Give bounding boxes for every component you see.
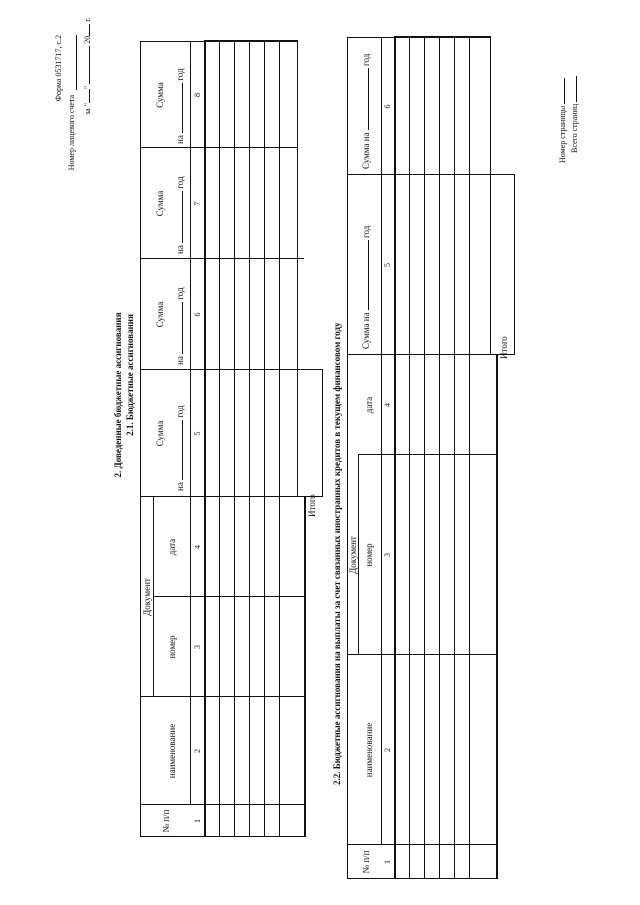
date-year-prefix: 20: [83, 35, 92, 44]
account-number-line: [76, 35, 77, 90]
t2-col-document: Документ: [348, 536, 358, 574]
t2-idx-2: 2: [383, 748, 392, 752]
date-month-blank: [81, 46, 90, 84]
t1-idx-6: 6: [193, 312, 202, 317]
t2-idx-6: 6: [383, 104, 392, 109]
t2-sum-col-5: Сумма на год: [361, 225, 371, 349]
t1-col-name: наименование: [167, 723, 177, 779]
t1-idx-1: 1: [193, 819, 202, 823]
date-year-blank: [81, 24, 90, 36]
total-pages: [568, 76, 579, 153]
t2-total-label: Итого: [499, 336, 509, 359]
date-year-suffix: г.: [83, 17, 92, 22]
date-day-blank: [81, 89, 90, 103]
t1-idx-5: 5: [193, 431, 202, 436]
t1-col-num: № п/п: [161, 809, 171, 833]
t1-idx-2: 2: [193, 749, 202, 753]
date-quote: ": [83, 85, 92, 90]
form-code: Форма 0531717, с.2: [54, 35, 63, 102]
page-number-label: Номер страницы: [558, 105, 567, 163]
t1-idx-4: 4: [193, 545, 202, 549]
total-pages-label: Всего страниц: [570, 103, 579, 153]
t1-idx-7: 7: [193, 201, 202, 206]
t1-col-date: дата: [167, 538, 177, 556]
t2-sum-col-6: Сумма на год: [361, 53, 371, 169]
table1-subtitle: 2.1. Бюджетные ассигнования: [125, 314, 135, 436]
form-page-rotated: Форма 0531717, с.2 Номер лицевого счета за "" 20 г. 2. Доведенные бюджетные ассигнования 2.1. Бюджетные ассигнования № п/п Документ наименование номер дата Сумма на год Сумма на год Сумма на год Сумма на год 1 2 3 4 5 6 7 8 Итого 2.2. Бюджетные ассигнования на выплаты за счет связанных иностранных кредитов в текущем финансовом году № п/п Документ наименование номер дата Сумма на год Сумма на год 1 2 3 4 5 6 Итого Номер страницы Всего страниц: [0, 0, 640, 905]
t2-idx-5: 5: [383, 263, 392, 267]
date-line: [81, 17, 92, 115]
t2-col-number: номер: [364, 543, 374, 567]
t1-col-document: Документ: [142, 578, 152, 616]
t2-col-num: № п/п: [361, 850, 371, 874]
page-number: [556, 78, 567, 163]
t1-idx-3: 3: [193, 645, 202, 649]
table2-subtitle: 2.2. Бюджетные ассигнования на выплаты за счет связанных иностранных кредитов в текущем финансовом году: [332, 322, 342, 785]
account-number-label: Номер лицевого счета: [67, 95, 76, 171]
t1-col-number: номер: [167, 635, 177, 659]
t2-idx-1: 1: [383, 860, 392, 864]
t2-col-name: наименование: [364, 722, 374, 778]
t2-idx-3: 3: [383, 553, 392, 557]
t2-col-date: дата: [364, 396, 374, 414]
date-za: за ": [83, 103, 92, 115]
section-title: 2. Доведенные бюджетные ассигнования: [113, 312, 123, 478]
t1-total-label: Итого: [307, 494, 317, 517]
t2-idx-4: 4: [383, 403, 392, 407]
t1-idx-8: 8: [193, 93, 202, 97]
